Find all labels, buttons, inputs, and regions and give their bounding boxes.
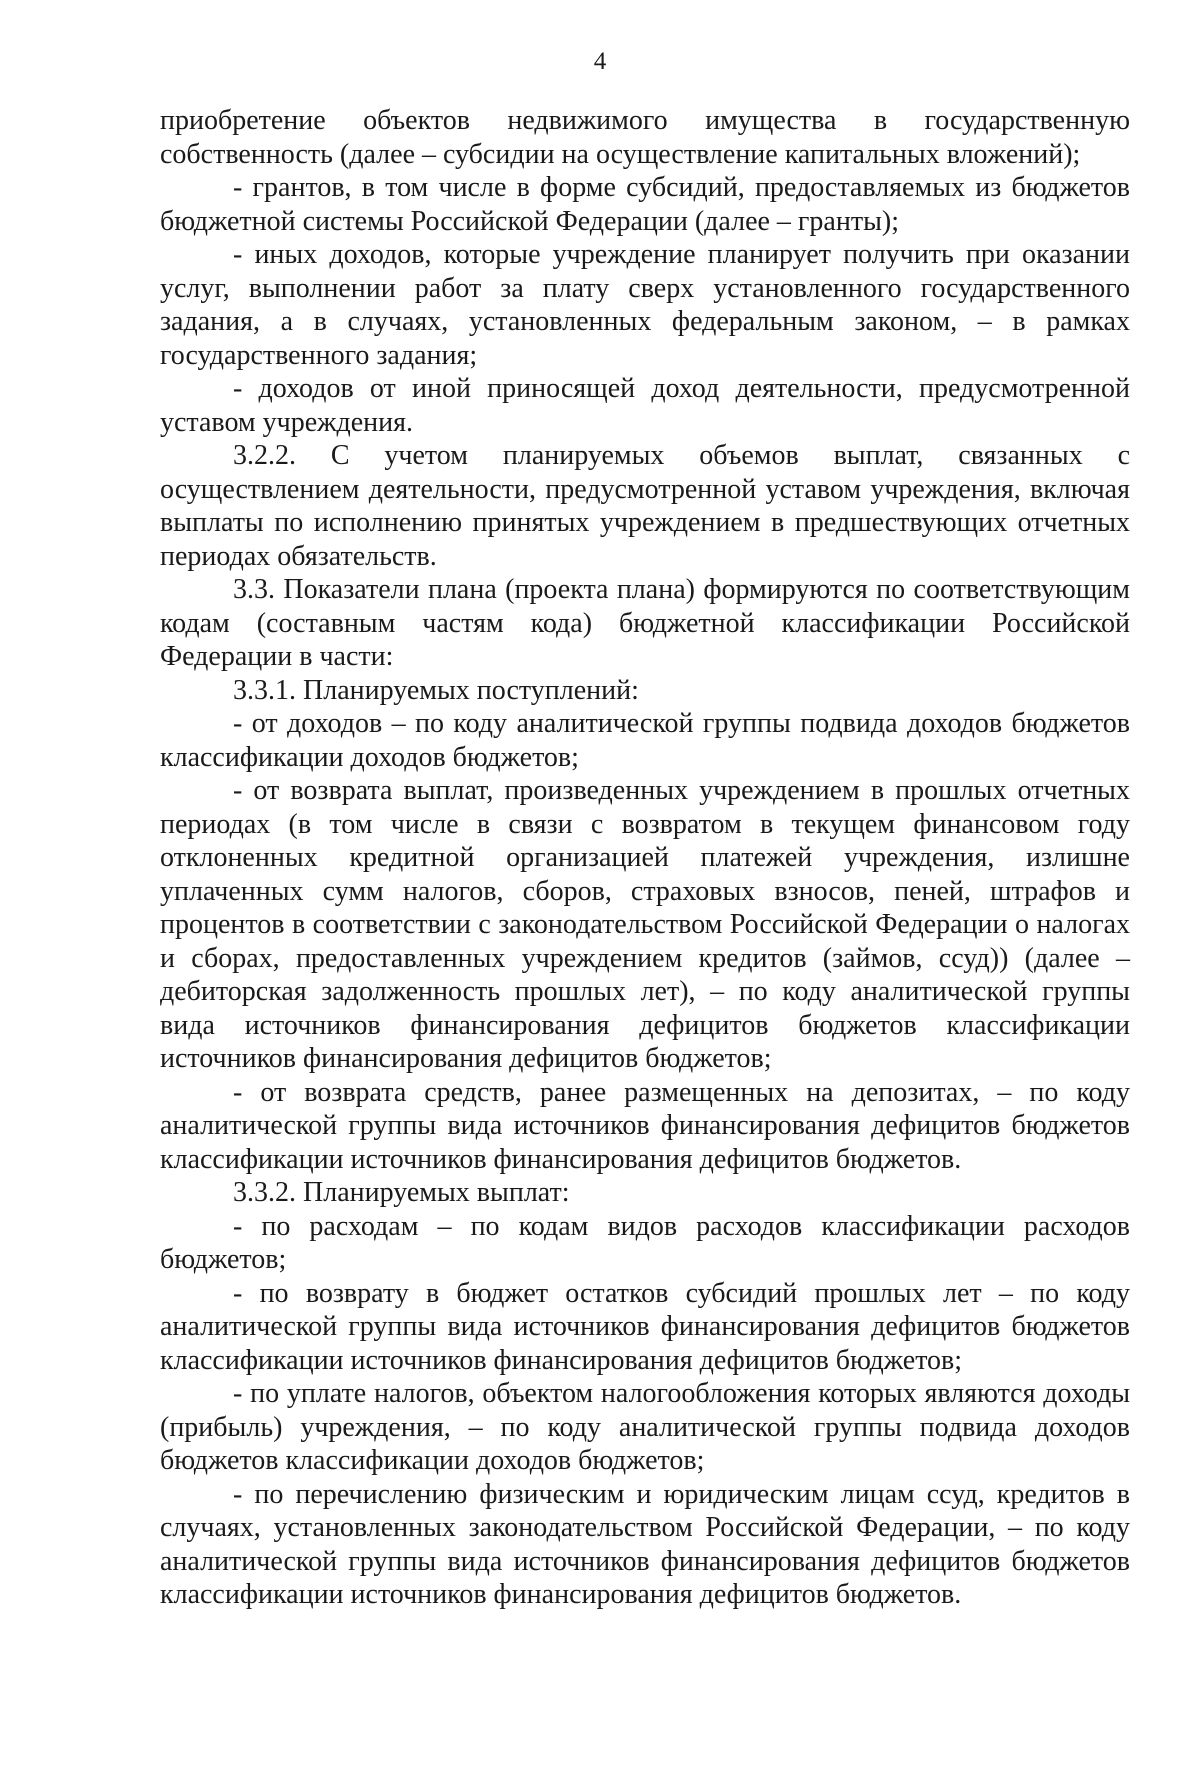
paragraph: - по уплате налогов, объектом налогообложения которых являются доходы (прибыль) учреждения, – по коду аналитической группы подвида доходов бюджетов классификации доходов бюджетов; [160,1378,1130,1476]
paragraph: 3.2.2. С учетом планируемых объемов выплат, связанных с осуществлением деятельности, предусмотренной уставом учреждения, включая выплаты по исполнению принятых учреждением в предшествующих отчетных периодах обязательств. [160,440,1130,572]
paragraph: - по перечислению физическим и юридическим лицам ссуд, кредитов в случаях, установленных законодательством Российской Федерации, – по коду аналитической группы вида источников финансирования дефицитов бюджетов классификации источников финансирования дефицитов бюджетов. [160,1478,1130,1610]
paragraph: - по расходам – по кодам видов расходов классификации расходов бюджетов; [160,1210,1130,1275]
paragraph: - по возврату в бюджет остатков субсидий прошлых лет – по коду аналитической группы вида источников финансирования дефицитов бюджетов классификации источников финансирования дефицитов бюджетов; [160,1277,1130,1376]
paragraph: - иных доходов, которые учреждение планирует получить при оказании услуг, выполнении работ за плату сверх установленного государственного задания, а в случаях, установленных федеральным законом, – в рамках государственного задания; [160,239,1130,371]
paragraph: 3.3.1. Планируемых поступлений: [233,674,639,706]
paragraph: - грантов, в том числе в форме субсидий, предоставляемых из бюджетов бюджетной системы Российской Федерации (далее – гранты); [160,172,1130,237]
paragraph: - от доходов – по коду аналитической группы подвида доходов бюджетов классификации доходов бюджетов; [160,708,1130,773]
paragraph: приобретение объектов недвижимого имущества в государственную собственность (далее – субсидии на осуществление капитальных вложений); [160,105,1130,170]
paragraph: 3.3.2. Планируемых выплат: [233,1177,570,1208]
document-body [160,104,1130,1612]
paragraph: - от возврата средств, ранее размещенных на депозитах, – по коду аналитической группы вида источников финансирования дефицитов бюджетов классификации источников финансирования дефицитов бюджетов. [160,1076,1130,1175]
paragraph: - доходов от иной приносящей доход деятельности, предусмотренной уставом учреждения. [160,373,1130,438]
paragraph: 3.3. Показатели плана (проекта плана) формируются по соответствующим кодам (составным частям кода) бюджетной классификации Российской Федерации в части: [160,574,1130,672]
page-number: 4 [593,48,607,75]
paragraph: - от возврата выплат, произведенных учреждением в прошлых отчетных периодах (в том числе в связи с возвратом в текущем финансовом году отклоненных кредитной организацией платежей учреждения, излишне уплаченных сумм налогов, сборов, страховых взносов, пеней, штрафов и процентов в соответствии с законодательством Российской Федерации о налогах и сборах, предоставленных учреждением кредитов (займов, ссуд)) (далее – дебиторская задолженность прошлых лет), – по коду аналитической группы вида источников финансирования дефицитов бюджетов классификации источников финансирования дефицитов бюджетов; [160,775,1130,1074]
